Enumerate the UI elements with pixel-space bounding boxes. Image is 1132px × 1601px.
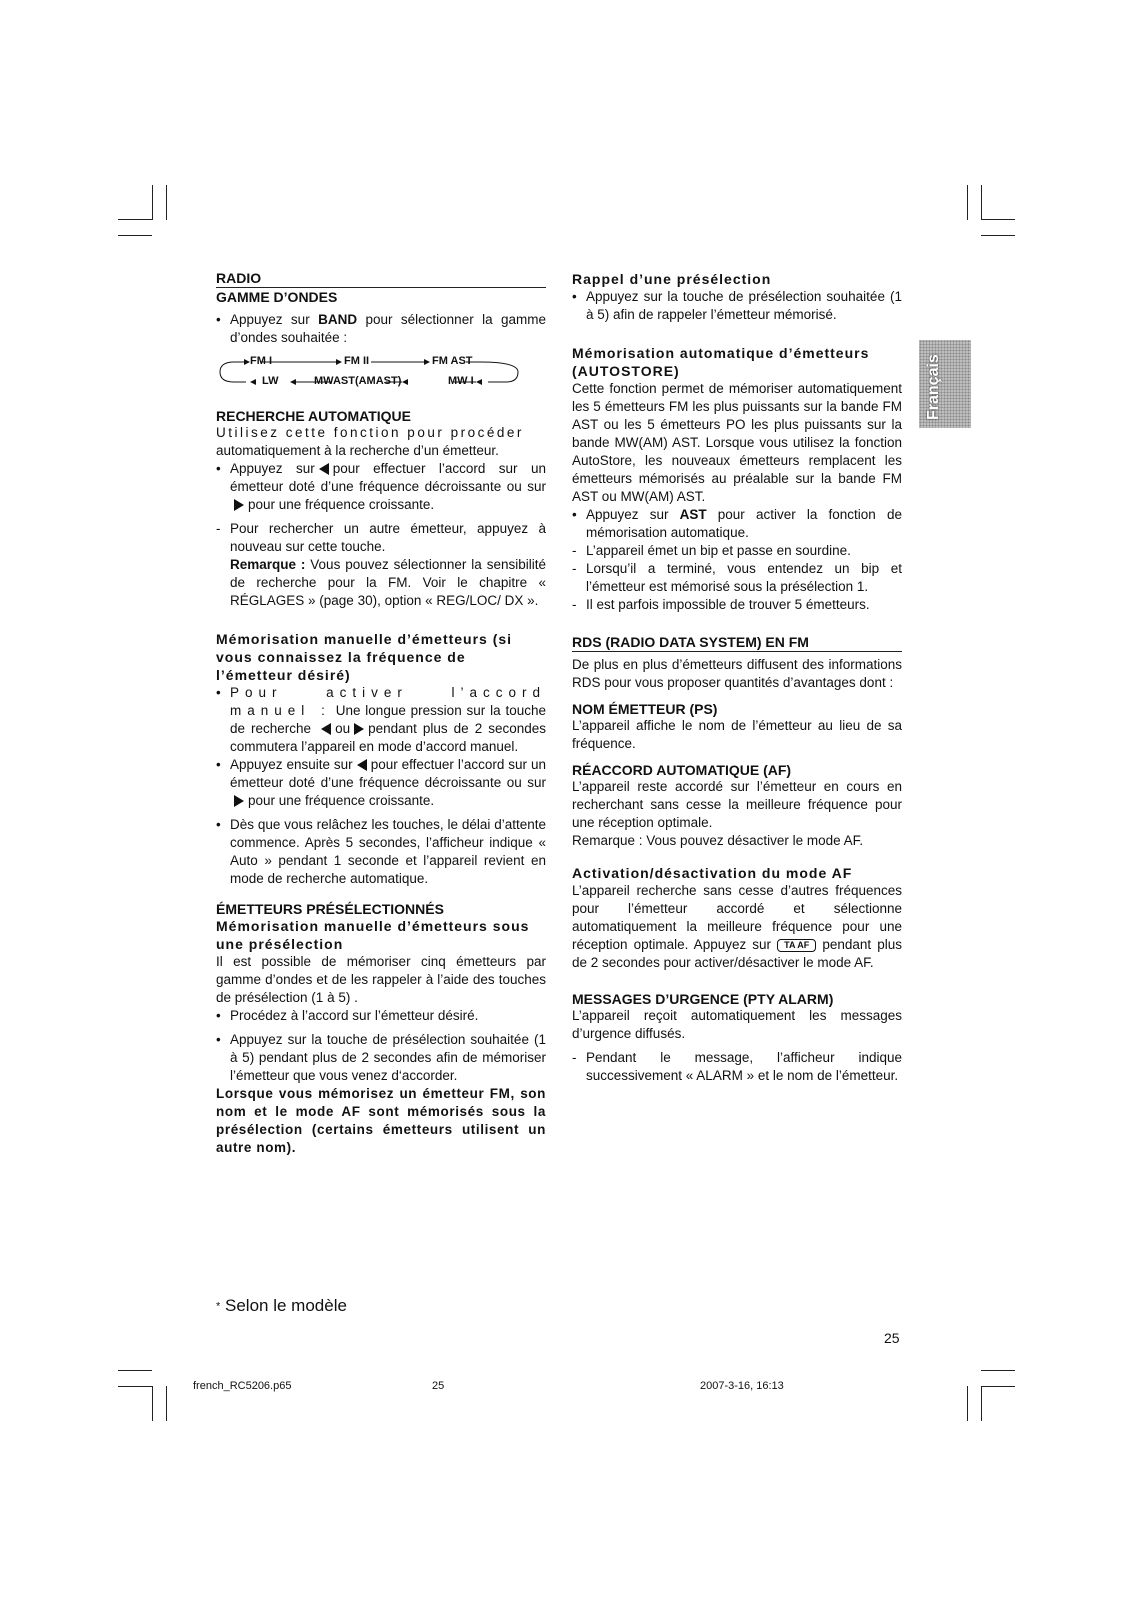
crop-mark: [981, 1386, 1015, 1387]
activation-paragraph: L’appareil recherche sans cesse d’autres fréquences pour l’émetteur accordé et sélectionne automatiquement la meilleure fréquence pour une réception optimale. Appuyez sur TA AF pendant plus de 2 secondes pour activer/désactiver le mode AF.: [572, 883, 902, 970]
recherche-remarque: Remarque : Vous pouvez sélectionner la sensibilité de recherche pour la FM. Voir le chapitre « RÉGLAGES » (page 30), option « REG/LOC/ DX ».: [230, 557, 546, 608]
af-heading: RÉACCORD AUTOMATIQUE (AF): [572, 762, 792, 778]
crop-mark: [981, 219, 1015, 220]
band-diagram: [216, 355, 546, 389]
ps-paragraph: L’appareil affiche le nom de l’émetteur au lieu de sa fréquence.: [572, 718, 902, 751]
crop-mark: [152, 1386, 153, 1421]
manuelle-bullet-1: • Pour activer l’accord manuel : Une longue pression sur la touche de recherche ou pendant plus de 2 secondes commutera l’appareil en mode d’accord manuel.: [216, 685, 546, 754]
recherche-heading: RECHERCHE AUTOMATIQUE: [216, 408, 411, 424]
footnote: * Selon le modèle: [216, 1296, 347, 1315]
crop-mark: [166, 1386, 167, 1421]
gamme-heading: GAMME D’ONDES: [216, 289, 338, 305]
language-tab-label: Français: [925, 354, 942, 420]
af-remarque: Remarque : Vous pouvez désactiver le mode AF.: [572, 833, 864, 848]
ta-af-key-icon: TA AF: [777, 939, 816, 952]
right-column: [572, 270, 902, 1085]
autostore-bullet: • Appuyez sur AST pour activer la fonction de mémorisation automatique.: [572, 507, 902, 540]
band-fm2: FM II: [344, 355, 370, 367]
seek-down-icon: [357, 759, 367, 771]
band-lw: LW: [262, 375, 279, 387]
crop-mark: [967, 1386, 968, 1421]
manuelle-heading: Mémorisation manuelle d’émetteurs (si vous connaissez la fréquence de l’émetteur désiré): [216, 631, 513, 683]
manuelle-bullet-2: • Appuyez ensuite sur pour effectuer l’accord sur un émetteur doté d’une fréquence décroissante ou surpour une fréquence croissante.: [216, 757, 546, 808]
seek-up-icon: [234, 499, 244, 511]
footer-page: 25: [432, 1380, 445, 1392]
language-tab: [919, 340, 971, 428]
seek-down-icon: [321, 723, 331, 735]
ps-heading: NOM ÉMETTEUR (PS): [572, 701, 718, 717]
recherche-dash: - Pour rechercher un autre émetteur, appuyez à nouveau sur cette touche.: [216, 521, 546, 554]
af-paragraph: L’appareil reste accordé sur l’émetteur en cours en recherchant sans cesse la meilleure fréquence pour une réception optimale.: [572, 779, 902, 830]
pty-heading: MESSAGES D’URGENCE (PTY ALARM): [572, 991, 834, 1007]
gamme-bullet: • Appuyez sur BAND pour sélectionner la gamme d’ondes souhaitée :: [216, 312, 547, 345]
crop-mark: [118, 1370, 152, 1371]
crop-mark: [981, 1386, 982, 1421]
preselect-bullet-1: • Procédez à l’accord sur l’émetteur désiré.: [216, 1008, 479, 1023]
preselect-subheading: Mémorisation manuelle d’émetteurs sous une présélection: [216, 918, 530, 952]
crop-mark: [981, 185, 982, 220]
crop-mark: [152, 185, 153, 220]
rds-paragraph: De plus en plus d’émetteurs diffusent des informations RDS pour vous proposer quantités d’avantages dont :: [572, 657, 902, 690]
autostore-dash-2: - Lorsqu’il a terminé, vous entendez un bip et l’émetteur est mémorisé sous la présélection 1.: [572, 561, 902, 594]
rds-heading: RDS (RADIO DATA SYSTEM) EN FM: [572, 634, 902, 652]
crop-mark: [967, 185, 968, 220]
crop-mark: [166, 185, 167, 220]
rappel-bullet: • Appuyez sur la touche de présélection souhaitée (1 à 5) afin de rappeler l’émetteur mémorisé.: [572, 289, 902, 322]
rappel-heading: Rappel d’une présélection: [572, 271, 772, 287]
footer-file: french_RC5206.p65: [193, 1380, 292, 1392]
activation-heading: Activation/désactivation du mode AF: [572, 865, 853, 881]
autostore-dash-1: - L’appareil émet un bip et passe en sourdine.: [572, 543, 851, 558]
recherche-bullet: • Appuyez sur pour effectuer l’accord sur un émetteur doté d’une fréquence décroissante ou surpour une fréquence croissante.: [216, 461, 546, 512]
band-mwast: MWAST(AMAST): [314, 375, 402, 387]
recherche-intro-spaced: Utilisez cette fonction pour procéder: [216, 425, 524, 440]
preselect-bold-note: Lorsque vous mémorisez un émetteur FM, son nom et le mode AF sont mémorisés sous la présélection (certains émetteurs utilisent un autre nom).: [216, 1086, 546, 1155]
band-fm1: FM I: [250, 355, 272, 367]
preselect-heading: ÉMETTEURS PRÉSÉLECTIONNÉS: [216, 901, 444, 917]
left-column: [216, 270, 546, 1157]
crop-mark: [118, 235, 152, 236]
crop-mark: [981, 235, 1015, 236]
recherche-intro: automatiquement à la recherche d’un émetteur.: [216, 443, 499, 458]
preselect-paragraph: Il est possible de mémoriser cinq émetteurs par gamme d’ondes et de les rappeler à l’aide des touches de présélection (1 à 5) .: [216, 954, 546, 1005]
pty-dash: - Pendant le message, l’afficheur indique successivement « ALARM » et le nom de l’émetteur.: [572, 1050, 902, 1083]
autostore-paragraph: Cette fonction permet de mémoriser automatiquement les 5 émetteurs FM les plus puissants sur la bande FM AST ou les 5 émetteurs PO les plus puissants sur la bande MW(AM) AST. Lorsque vous utilisez la fonction AutoStore, les nouveaux émetteurs remplacent les émetteurs mémorisés au préalable sur la bande FM AST ou MW(AM) AST.: [572, 381, 902, 504]
page-number: 25: [884, 1330, 900, 1346]
autostore-dash-3: - Il est parfois impossible de trouver 5 émetteurs.: [572, 597, 870, 612]
crop-mark: [118, 219, 152, 220]
band-mw1: MW I: [448, 375, 474, 387]
seek-up-icon: [234, 795, 244, 807]
seek-down-icon: [319, 463, 329, 475]
crop-mark: [981, 1370, 1015, 1371]
autostore-heading: Mémorisation automatique d’émetteurs (AUTOSTORE): [572, 345, 870, 379]
crop-mark: [118, 1386, 152, 1387]
seek-up-icon: [354, 723, 364, 735]
pty-paragraph: L’appareil reçoit automatiquement les messages d’urgence diffusés.: [572, 1008, 902, 1041]
preselect-bullet-2: • Appuyez sur la touche de présélection souhaitée (1 à 5) pendant plus de 2 secondes afin de mémoriser l’émetteur que vous venez d‘accorder.: [216, 1032, 546, 1083]
radio-heading: RADIO: [216, 270, 546, 288]
footer-date: 2007-3-16, 16:13: [700, 1380, 784, 1392]
band-fmast: FM AST: [432, 355, 473, 367]
manuelle-bullet-3: • Dès que vous relâchez les touches, le délai d’attente commence. Après 5 secondes, l’afficheur indique « Auto » pendant 1 seconde et l’appareil revient en mode de recherche automatique.: [216, 817, 546, 886]
